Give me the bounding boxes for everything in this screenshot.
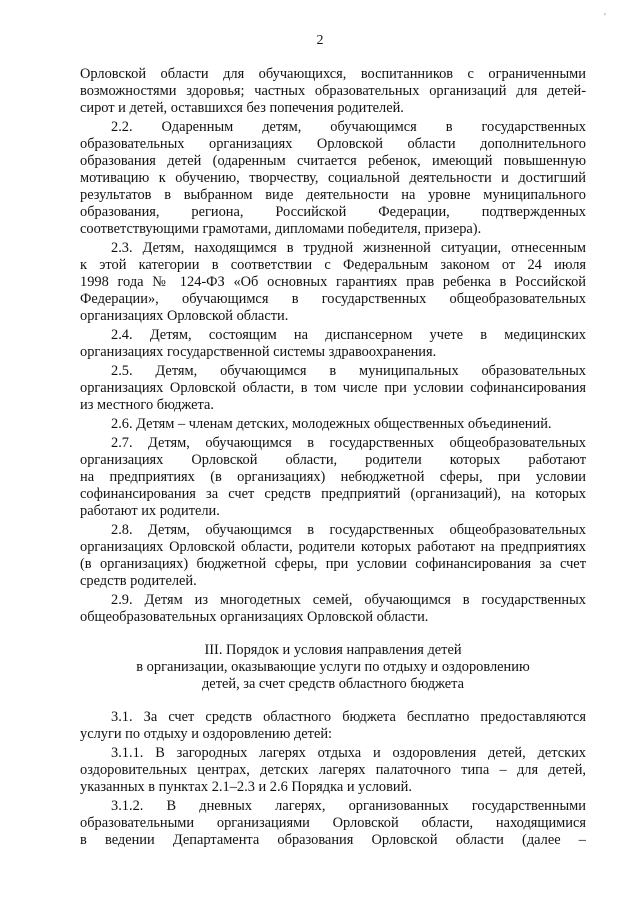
text-line: 3.1.2. В дневных лагерях, организованных государственными (111, 798, 586, 814)
text-line: средств родителей. (80, 573, 197, 589)
section-heading-line: детей, за счет средств областного бюджета (201, 676, 465, 692)
text-line: образования детей (одаренным считается ребенок, имеющий повышенную (80, 153, 586, 169)
text-line: на предприятиях (в организациях) небюджетной сферы, при условии (80, 469, 586, 485)
text-line: результатов в выбранном виде деятельности на уровне муниципального (80, 187, 586, 203)
text-line: сирот и детей, оставшихся без попечения родителей. (80, 100, 404, 116)
corner-mark: ʹ (604, 12, 607, 23)
text-line: Федерации», обучающимся в государственных общеобразовательных (80, 291, 586, 307)
text-line: к этой категории в соответствии с Федеральным законом от 24 июля (80, 257, 586, 273)
text-line: 3.1.1. В загородных лагерях отдыха и оздоровления детей, детских (111, 745, 586, 761)
text-line: в ведении Департамента образования Орловской области (далее – (80, 832, 586, 848)
text-line: 2.5. Детям, обучающимся в муниципальных образовательных (111, 363, 586, 379)
text-line: оздоровительных центрах, детских лагерях палаточного типа – для детей, (80, 762, 586, 778)
text-line: из местного бюджета. (80, 397, 214, 413)
page-number: 2 (316, 33, 324, 48)
text-line: 2.6. Детям – членам детских, молодежных общественных объединений. (111, 416, 552, 432)
section-heading-line: III. Порядок и условия направления детей (204, 642, 462, 658)
text-line: организациях Орловской области, в том числе при условии софинансирования (80, 380, 586, 396)
text-line: образовательных организациях Орловской области дополнительного (80, 136, 586, 152)
text-line: 2.2. Одаренным детям, обучающимся в государственных (111, 119, 586, 135)
text-line: 2.8. Детям, обучающимся в государственных общеобразовательных (111, 522, 586, 538)
text-line: 2.3. Детям, находящимся в трудной жизненной ситуации, отнесенным (111, 240, 586, 256)
text-line: образования, региона, Российской Федерации, подтвержденных (80, 204, 586, 220)
text-line: работают их родители. (80, 503, 220, 519)
text-line: организациях Орловской области, родители которых работают (80, 452, 586, 468)
text-line: соответствующими грамотами, дипломами победителя, призера). (80, 221, 482, 237)
text-line: образовательными организациями Орловской области, находящимися (80, 815, 586, 831)
text-line: организациях Орловской области. (80, 308, 289, 324)
text-line: организациях государственной системы здравоохранения. (80, 344, 437, 360)
text-line: софинансирования за счет средств предприятий (организаций), на которых (80, 486, 586, 502)
text-line: 3.1. За счет средств областного бюджета бесплатно предоставляются (111, 709, 586, 725)
text-line: 2.9. Детям из многодетных семей, обучающимся в государственных (111, 592, 586, 608)
text-line: общеобразовательных организациях Орловской области. (80, 609, 429, 625)
text-line: указанных в пунктах 2.1–2.3 и 2.6 Порядка и условий. (80, 779, 412, 795)
text-line: организациях Орловской области, родители которых работают на предприятиях (80, 539, 586, 555)
text-line: возможностями здоровья; частных образовательных организаций для детей- (80, 83, 586, 99)
text-line: услуги по отдыху и оздоровлению детей: (80, 726, 333, 742)
text-line: мотивацию к обучению, творчеству, социальной деятельности и достигший (80, 170, 586, 186)
text-line: 2.7. Детям, обучающимся в государственных общеобразовательных (111, 435, 586, 451)
text-line: 2.4. Детям, состоящим на диспансерном учете в медицинских (111, 327, 586, 343)
text-line: 1998 года № 124-ФЗ «Об основных гарантиях прав ребенка в Российской (80, 274, 586, 290)
section-heading-line: в организации, оказывающие услуги по отдыху и оздоровлению (136, 659, 530, 675)
text-line: Орловской области для обучающихся, воспитанников с ограниченными (80, 66, 586, 82)
text-line: (в организациях) бюджетной сферы, при условии софинансирования за счет (80, 556, 586, 572)
